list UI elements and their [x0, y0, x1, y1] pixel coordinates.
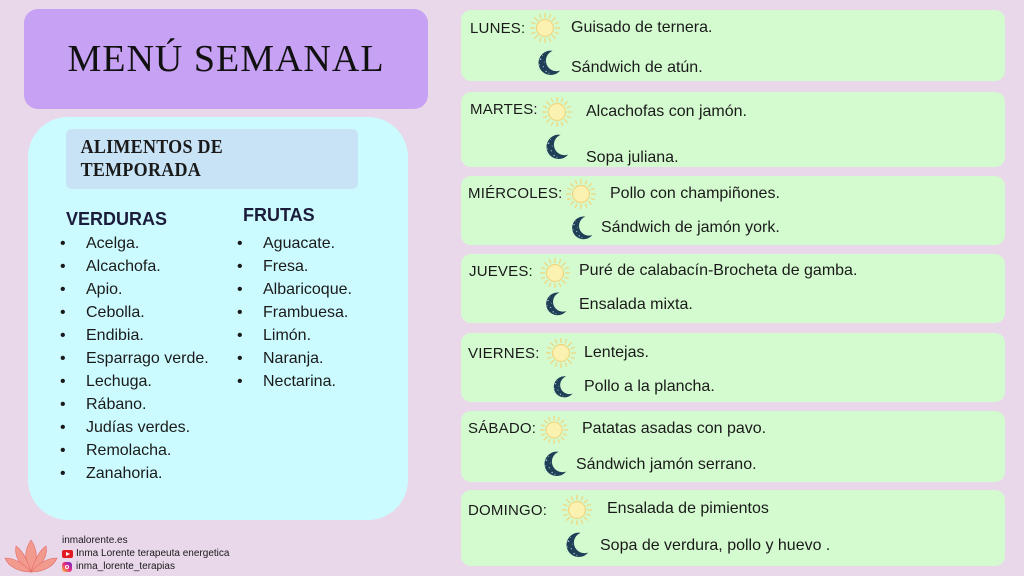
footer-lines — [62, 534, 229, 573]
vegetable-item: • Rábano. — [66, 393, 209, 416]
sun-icon — [539, 415, 569, 445]
seasonal-foods-panel — [28, 117, 408, 520]
youtube-link[interactable]: Inma Lorente terapeuta energetica — [76, 548, 230, 559]
lunch-text: Pollo con champiñones. — [610, 185, 780, 202]
dinner-text: Ensalada mixta. — [579, 296, 693, 313]
moon-icon — [541, 132, 571, 162]
day-name: MARTES: — [470, 101, 538, 118]
title-banner — [24, 9, 428, 109]
lunch-text: Lentejas. — [584, 344, 649, 361]
day-name: SÁBADO: — [468, 420, 537, 437]
moon-icon — [549, 374, 575, 400]
sun-icon — [539, 257, 571, 289]
vegetable-item: • Zanahoria. — [66, 462, 209, 485]
moon-icon — [533, 48, 563, 78]
day-name: MIÉRCOLES: — [468, 185, 563, 202]
vegetable-item: • Alcachofa. — [66, 255, 209, 278]
website-line — [62, 534, 229, 547]
day-card-thursday — [461, 254, 1005, 323]
dinner-text: Sándwich de jamón york. — [601, 219, 780, 236]
lotus-icon — [4, 532, 58, 576]
vegetables-heading: VERDURAS — [66, 209, 168, 229]
seasonal-foods-title: ALIMENTOS DE TEMPORADA — [80, 136, 224, 181]
lunch-text: Alcachofas con jamón. — [586, 103, 747, 120]
sun-icon — [561, 494, 593, 526]
instagram-line — [62, 560, 229, 573]
dinner-text: Pollo a la plancha. — [584, 378, 715, 395]
vegetables-column — [66, 209, 209, 485]
dinner-text: Sándwich jamón serrano. — [576, 456, 757, 473]
dinner-text: Sopa juliana. — [586, 149, 679, 166]
dinner-text: Sopa de verdura, pollo y huevo . — [600, 537, 831, 554]
lunch-text: Patatas asadas con pavo. — [582, 420, 767, 437]
youtube-icon — [62, 550, 73, 558]
day-name: DOMINGO: — [468, 502, 548, 519]
day-card-tuesday — [461, 92, 1005, 167]
page-title: MENÚ SEMANAL — [67, 38, 385, 80]
moon-icon — [541, 290, 569, 318]
vegetable-item: • Lechuga. — [66, 370, 209, 393]
sun-icon — [541, 96, 573, 128]
vegetable-item: • Endibia. — [66, 324, 209, 347]
vegetable-item: • Esparrago verde. — [66, 347, 209, 370]
seasonal-foods-title-box — [66, 129, 358, 189]
footer-credits — [4, 532, 264, 576]
fruit-item: • Albaricoque. — [243, 278, 352, 301]
vegetable-item: • Remolacha. — [66, 439, 209, 462]
fruits-heading: FRUTAS — [243, 205, 315, 225]
fruits-list — [243, 232, 352, 393]
lunch-text: Ensalada de pimientos — [607, 500, 769, 517]
vegetable-item: • Apio. — [66, 278, 209, 301]
moon-icon — [561, 530, 591, 560]
lunch-text: Puré de calabacín-Brocheta de gamba. — [579, 262, 858, 279]
vegetable-item: • Cebolla. — [66, 301, 209, 324]
fruit-item: • Frambuesa. — [243, 301, 352, 324]
day-name: JUEVES: — [469, 263, 533, 280]
moon-icon — [539, 449, 569, 479]
sun-icon — [565, 178, 597, 210]
fruit-item: • Nectarina. — [243, 370, 352, 393]
sun-icon — [545, 337, 577, 369]
vegetables-list — [66, 232, 209, 485]
day-card-friday — [461, 333, 1005, 402]
day-card-wednesday — [461, 176, 1005, 245]
youtube-line — [62, 547, 229, 560]
fruit-item: • Naranja. — [243, 347, 352, 370]
fruit-item: • Aguacate. — [243, 232, 352, 255]
fruit-item: • Limón. — [243, 324, 352, 347]
fruit-item: • Fresa. — [243, 255, 352, 278]
sun-icon — [529, 12, 561, 44]
fruits-column — [243, 205, 352, 393]
instagram-icon — [62, 562, 72, 572]
day-card-monday — [461, 10, 1005, 81]
day-name: LUNES: — [470, 20, 526, 37]
day-card-saturday — [461, 411, 1005, 482]
instagram-link[interactable]: inma_lorente_terapias — [76, 561, 175, 572]
vegetable-item: • Acelga. — [66, 232, 209, 255]
lunch-text: Guisado de ternera. — [571, 19, 713, 36]
dinner-text: Sándwich de atún. — [571, 59, 703, 76]
day-card-sunday — [461, 490, 1005, 566]
website-link[interactable]: inmalorente.es — [62, 535, 128, 546]
day-name: VIERNES: — [468, 345, 540, 362]
moon-icon — [567, 214, 595, 242]
vegetable-item: • Judías verdes. — [66, 416, 209, 439]
